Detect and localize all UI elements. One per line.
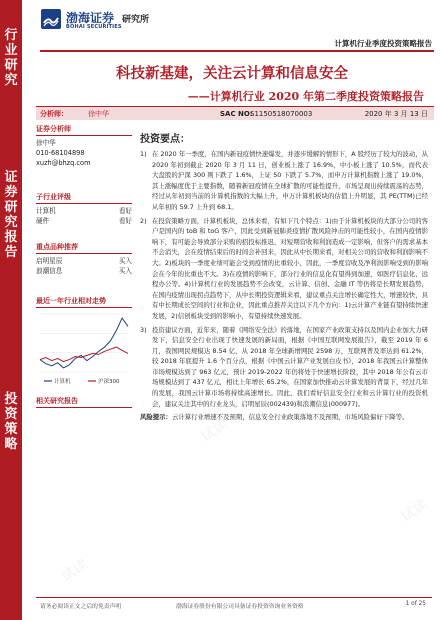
footer-qualification: 渤海证券股份有限公司具备证券投资咨询业务资格 — [176, 604, 304, 610]
paragraph-number: 2) — [140, 216, 147, 225]
watermark: 试读 — [398, 326, 431, 356]
analyst-info-bar — [36, 106, 434, 120]
logo-name: 渤海证券 — [66, 11, 115, 25]
watermark: 试读 — [58, 556, 91, 586]
chart-background — [36, 310, 132, 388]
analyst-name: 徐中华 — [88, 110, 109, 118]
main-content — [140, 130, 428, 423]
rating-row — [36, 206, 132, 216]
investment-points-title: 投资要点： — [140, 134, 190, 145]
paragraph-text: 投资建议方面，近年来，随着《网络安全法》的落地，在国家产业政策支持以及国内企业加大力研发下，信息安全行业出现了快速发展的新局面，根据《中国互联网发展报告》，截至 2019 年 6 月，我国网民规模达 8.54 亿，从 2018 年全球新增网民 2598 万，互联网普及率达到 61.2%，较 2018 年底提升 1.6 个百分点，根据《中国云计算产业发展白皮书》，2018 年我国云计算整体市场规模达到了 963 亿元，预计 2019-2022 年仍将处于快速增长阶段，其中 2018 年公有云市场规模达到了 437 亿元，相比上年增长 65.2%，在国家加快推动云计算发展的背景下，经过几年的发展，我国云计算市场将持续高速增长。因此，我们看好信息安全行业和云计算行业的投资机会，建议关注其中的行业龙头，启明星辰(002439)和浪潮信息(000977)。 — [152, 325, 428, 408]
paragraph-number: 3) — [140, 325, 147, 334]
body-paragraph — [140, 149, 428, 213]
watermark: 试读 — [198, 416, 231, 446]
watermark: 试读 — [398, 146, 431, 176]
paragraph-text: 在 2020 年一季度，在国内新冠疫情快速爆发，并逐步缓解的情形下，A 股经历了较大的波动，从 2020 年初到截止 2020 年 3 月 11 日，创业板上涨了 16.9%，中小板上涨了 10.5%，而代表大盘股的沪深 300 则下跌了 1.6%，上证 50 下跌了 5.7%，而申万计算机指数上涨了 19.0%，其上涨幅度优于主要指数，随着新冠疫情在全球扩散的可能性提升，市场呈现出持续震荡的态势，经过从年初到当前的计算机指数的大幅上升，申万计算机板块的估值上升明显，其 PE(TTM)已经从年初的 59.7 上升到 68.1。 — [152, 150, 428, 211]
stock-rating: 买入 — [118, 267, 132, 275]
rating-industry-name: 计算机 — [36, 207, 56, 215]
rating-value: 看好 — [118, 217, 132, 225]
sac-label: SAC NO: — [220, 110, 253, 118]
trend-chart-svg — [36, 310, 132, 388]
institute-label: 研究所 — [122, 15, 150, 25]
key-stocks-section — [36, 242, 132, 276]
side-band — [0, 0, 22, 620]
page-number: 1 of 25 — [405, 601, 426, 607]
related-reports-title: 相关研究报告 — [36, 396, 132, 408]
trend-section-title: 最近一年行业相对走势 — [36, 296, 132, 308]
stock-rating: 买入 — [118, 257, 132, 265]
header-divider — [40, 50, 434, 52]
rating-value: 看好 — [118, 207, 132, 215]
sac-number: S1150518070003 — [250, 110, 313, 118]
bohai-logo-icon — [40, 8, 62, 30]
report-subtitle: ——计算机行业 2020 年第二季度投资策略报告 — [187, 90, 424, 103]
body-paragraph — [140, 325, 428, 410]
key-stocks-title: 重点品种推荐 — [36, 242, 132, 254]
footer-divider — [36, 597, 432, 598]
legend-label: 计算机 — [54, 379, 71, 385]
trend-section — [36, 296, 132, 310]
legend-label: 沪深300 — [98, 379, 120, 385]
rating-industry-name: 硬件 — [36, 217, 50, 225]
risk-label: 风险提示： — [140, 413, 172, 422]
analyst-section — [36, 124, 132, 168]
analyst-section-title: 证券分析师 — [36, 124, 132, 136]
side-label-strategy: 投 资 策 略 — [4, 392, 18, 452]
watermark: 试读 — [298, 236, 331, 266]
page-header — [22, 0, 440, 64]
stock-name: 启明星辰 — [36, 257, 63, 265]
risk-warning — [140, 412, 428, 423]
footer-disclaimer: 请务必阅读正文之后的免责声明 — [40, 604, 122, 610]
paragraph-text: 在投资策略方面，计算机板块，总体来看，有如下几个特点：1)由于计算机板块的大部分公司的客户是国内的 toB 和 toG 客户，因此受到新冠肺炎疫情扩散风险冲击的可能性较小，在国内疫情影响下，有可能会导致部分采购的招投标推迟，对短期营收和利润造成一定影响，但客户的需求基本不会消失，会在疫情结束后的时间会补回来，因此从中长期来看，对相关公司的营收和利润影响不大。2)板块的一季度业绩可能会受到疫情的比重较小，因此，一季度营收及净利润影响受到的影响会在今年的比重也不大。3)在疫情的影响下，部分行业的信息化有望得到加速，如医疗信息化、远程办公等。4)计算机行业的发展趋势不会改变，云计算、信创、金融 IT 等仍将是长期发展趋势，在国内疫情出现拐点趋势下，从中长期投资逻辑来看，建议重点关注增长确定性大，增速较快，具有中长期成长空间的行业和企业，因此重点推荐关注以下几个方向：1)云计算产业链有望持续快速发展，2)信创板块受到的影响小，有望持续快速发展。 — [152, 216, 428, 320]
risk-text: 云计算行业增速不及预期，信息安全行业政策落地不及预期，市场风险偏好下降等。 — [171, 413, 409, 422]
industry-rating-section — [36, 192, 132, 226]
trend-chart — [36, 310, 132, 388]
paragraph-number: 1) — [140, 150, 147, 158]
stock-name: 浪潮信息 — [36, 267, 63, 275]
watermark: 试读 — [398, 496, 431, 526]
analyst-email[interactable]: xuzh@bhzq.com — [36, 159, 91, 167]
logo-english-name: BOHAI SECURITIES — [66, 24, 122, 30]
stock-row — [36, 266, 132, 276]
analyst-phone: 010-68104898 — [36, 149, 85, 157]
industry-rating-title: 子行业评级 — [36, 192, 132, 204]
stock-row — [36, 256, 132, 266]
analyst-section-name: 徐中华 — [36, 139, 56, 147]
rating-row — [36, 216, 132, 226]
report-date: 2020 年 3 月 13 日 — [364, 110, 428, 118]
report-type: 计算机行业季度投资策略报告 — [334, 39, 432, 48]
body-paragraph — [140, 216, 428, 322]
report-title: 科技新基建，关注云计算和信息安全 — [116, 65, 348, 82]
related-reports-section — [36, 396, 132, 410]
side-label-industry-research: 行 业 研 究 — [4, 28, 18, 88]
analyst-label: 分析师： — [40, 110, 68, 118]
side-label-securities-report: 证 券 研 究 报 告 — [4, 170, 18, 260]
